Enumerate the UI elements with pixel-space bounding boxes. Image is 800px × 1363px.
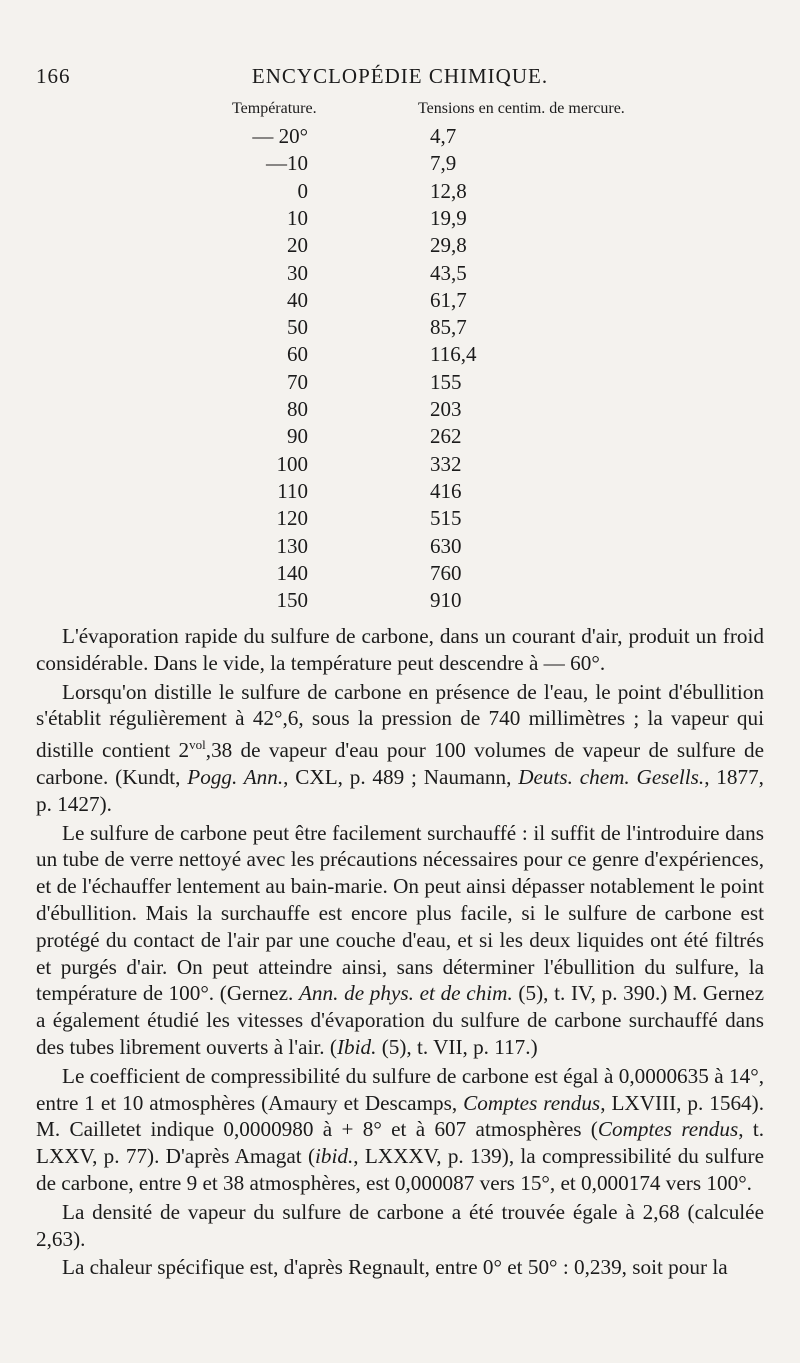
paragraph-text: Le coefficient de compressibilité du sulfure de carbone est égal à 0,0000635 à 14°, entre 1 et 10 atmosphères (Amaury et Descamps, xyxy=(36,1063,764,1115)
paragraph-text: La densité de vapeur du sulfure de carbone a été trouvée égale à 2,68 (calculée 2,63). xyxy=(36,1199,764,1251)
temperature-cell: 90 xyxy=(287,424,308,448)
citation-title: Pogg. Ann. xyxy=(187,765,284,790)
temperature-cell: 140 xyxy=(276,561,308,585)
citation-title: Comptes rendus xyxy=(597,1117,739,1142)
pressure-cell: 43,5 xyxy=(430,261,467,285)
page-number: 166 xyxy=(36,64,71,88)
pressure-cell: 155 xyxy=(430,370,462,394)
pressure-cell: 910 xyxy=(430,588,462,612)
column-header-pressure: Tensions en centim. de mercure. xyxy=(418,100,625,117)
paragraph-text: , LXXXV, p. 139), la compressibilité du sulfure de carbone, entre 9 et 38 atmosphères, est 0,000087 vers 15°, et 0,000174 vers 100°. xyxy=(36,1144,764,1195)
temperature-cell: 20 xyxy=(287,233,308,257)
temperature-cell: 30 xyxy=(287,261,308,285)
pressure-cell: 416 xyxy=(430,479,462,503)
temperature-cell: 40 xyxy=(287,288,308,312)
temperature-cell: —10 xyxy=(266,151,308,175)
temperature-cell: 0 xyxy=(297,179,308,203)
temperature-cell: 120 xyxy=(276,506,308,530)
citation-title: ibid. xyxy=(315,1144,354,1169)
paragraph xyxy=(36,1063,764,1197)
temperature-cell: 130 xyxy=(276,534,308,558)
citation-title: Deuts. chem. Gesells. xyxy=(518,765,705,790)
temperature-cell: 100 xyxy=(276,452,308,476)
citation-title: Comptes rendus xyxy=(463,1090,601,1115)
paragraph xyxy=(36,1199,764,1253)
paragraph xyxy=(36,820,764,1061)
pressure-cell: 203 xyxy=(430,397,462,421)
pressure-cell: 12,8 xyxy=(430,179,467,203)
citation-title: Ibid. xyxy=(336,1035,377,1060)
paragraph-text: Lorsqu'on distille le sulfure de carbone en présence de l'eau, le point d'ébullition s'établit régulièrement à 42°,6, sous la pression de 740 millimètres ; la vapeur qui distille contient 2 xyxy=(36,679,764,763)
page-header xyxy=(36,64,764,92)
temperature-cell: — 20° xyxy=(252,124,308,148)
paragraph-text: , t. LXXV, p. 77). D'après Amagat ( xyxy=(36,1117,765,1169)
pressure-cell: 4,7 xyxy=(430,124,457,148)
paragraph xyxy=(36,679,764,818)
pressure-cell: 85,7 xyxy=(430,315,467,339)
temperature-cell: 150 xyxy=(276,588,308,612)
superscript: vol xyxy=(189,737,206,753)
paragraph-text: , LXVIII, p. 1564). M. Cailletet indique 0,0000980 à + 8° et à 607 atmosphères ( xyxy=(36,1090,764,1142)
running-title: ENCYCLOPÉDIE CHIMIQUE. xyxy=(251,64,549,88)
paragraph xyxy=(36,1254,764,1281)
paragraph xyxy=(36,623,764,677)
citation-title: Ann. de phys. et de chim. xyxy=(298,981,513,1006)
paragraph-text: Le sulfure de carbone peut être facilement surchauffé : il suffit de l'introduire dans un tube de verre nettoyé avec les précautions nécessaires pour ce genre d'expériences, et de l'échauffer lentement au bain-marie. On peut ainsi dépasser notablement le point d'ébullition. Mais la surchauffe est encore plus facile, si le sulfure de carbone est protégé du contact de l'air par une couche d'eau, et si les deux liquides ont été filtrés et purgés d'air. On peut atteindre ainsi, sans déterminer l'ébullition du sulfure, la température de 100°. (Gernez. xyxy=(36,820,764,1006)
pressure-cell: 29,8 xyxy=(430,233,467,257)
pressure-cell: 332 xyxy=(430,452,462,476)
paragraph-text: (5), t. IV, p. 390.) M. Gernez a également étudié les vitesses d'évaporation du sulfure de carbone surchauffé dans des tubes librement ouverts à l'air. ( xyxy=(36,981,764,1060)
temperature-cell: 70 xyxy=(287,370,308,394)
pressure-cell: 116,4 xyxy=(430,342,477,366)
paragraph-text: L'évaporation rapide du sulfure de carbone, dans un courant d'air, produit un froid considérable. Dans le vide, la température peut descendre à — 60°. xyxy=(36,624,764,675)
temperature-cell: 10 xyxy=(287,206,308,230)
column-header-temperature: Température. xyxy=(232,100,317,117)
temperature-cell: 110 xyxy=(277,479,308,503)
paragraph-text: (5), t. VII, p. 117.) xyxy=(376,1035,538,1060)
pressure-cell: 760 xyxy=(430,561,462,585)
paragraph-text: , CXL, p. 489 ; Naumann, xyxy=(283,765,519,790)
paragraph-text: ,38 de vapeur d'eau pour 100 volumes de vapeur de sulfure de carbone. (Kundt, xyxy=(36,738,764,790)
temperature-cell: 50 xyxy=(287,315,308,339)
paragraph-text: La chaleur spécifique est, d'après Regnault, entre 0° et 50° : 0,239, soit pour la xyxy=(62,1255,728,1280)
pressure-cell: 7,9 xyxy=(430,151,457,175)
pressure-cell: 630 xyxy=(430,534,462,558)
body-text xyxy=(36,623,764,1283)
temperature-cell: 80 xyxy=(287,397,308,421)
temperature-cell: 60 xyxy=(287,342,308,366)
pressure-cell: 19,9 xyxy=(430,206,467,230)
pressure-cell: 262 xyxy=(430,424,462,448)
pressure-cell: 61,7 xyxy=(430,288,467,312)
pressure-cell: 515 xyxy=(430,506,462,530)
paragraph-text: , 1877, p. 1427). xyxy=(36,765,764,816)
